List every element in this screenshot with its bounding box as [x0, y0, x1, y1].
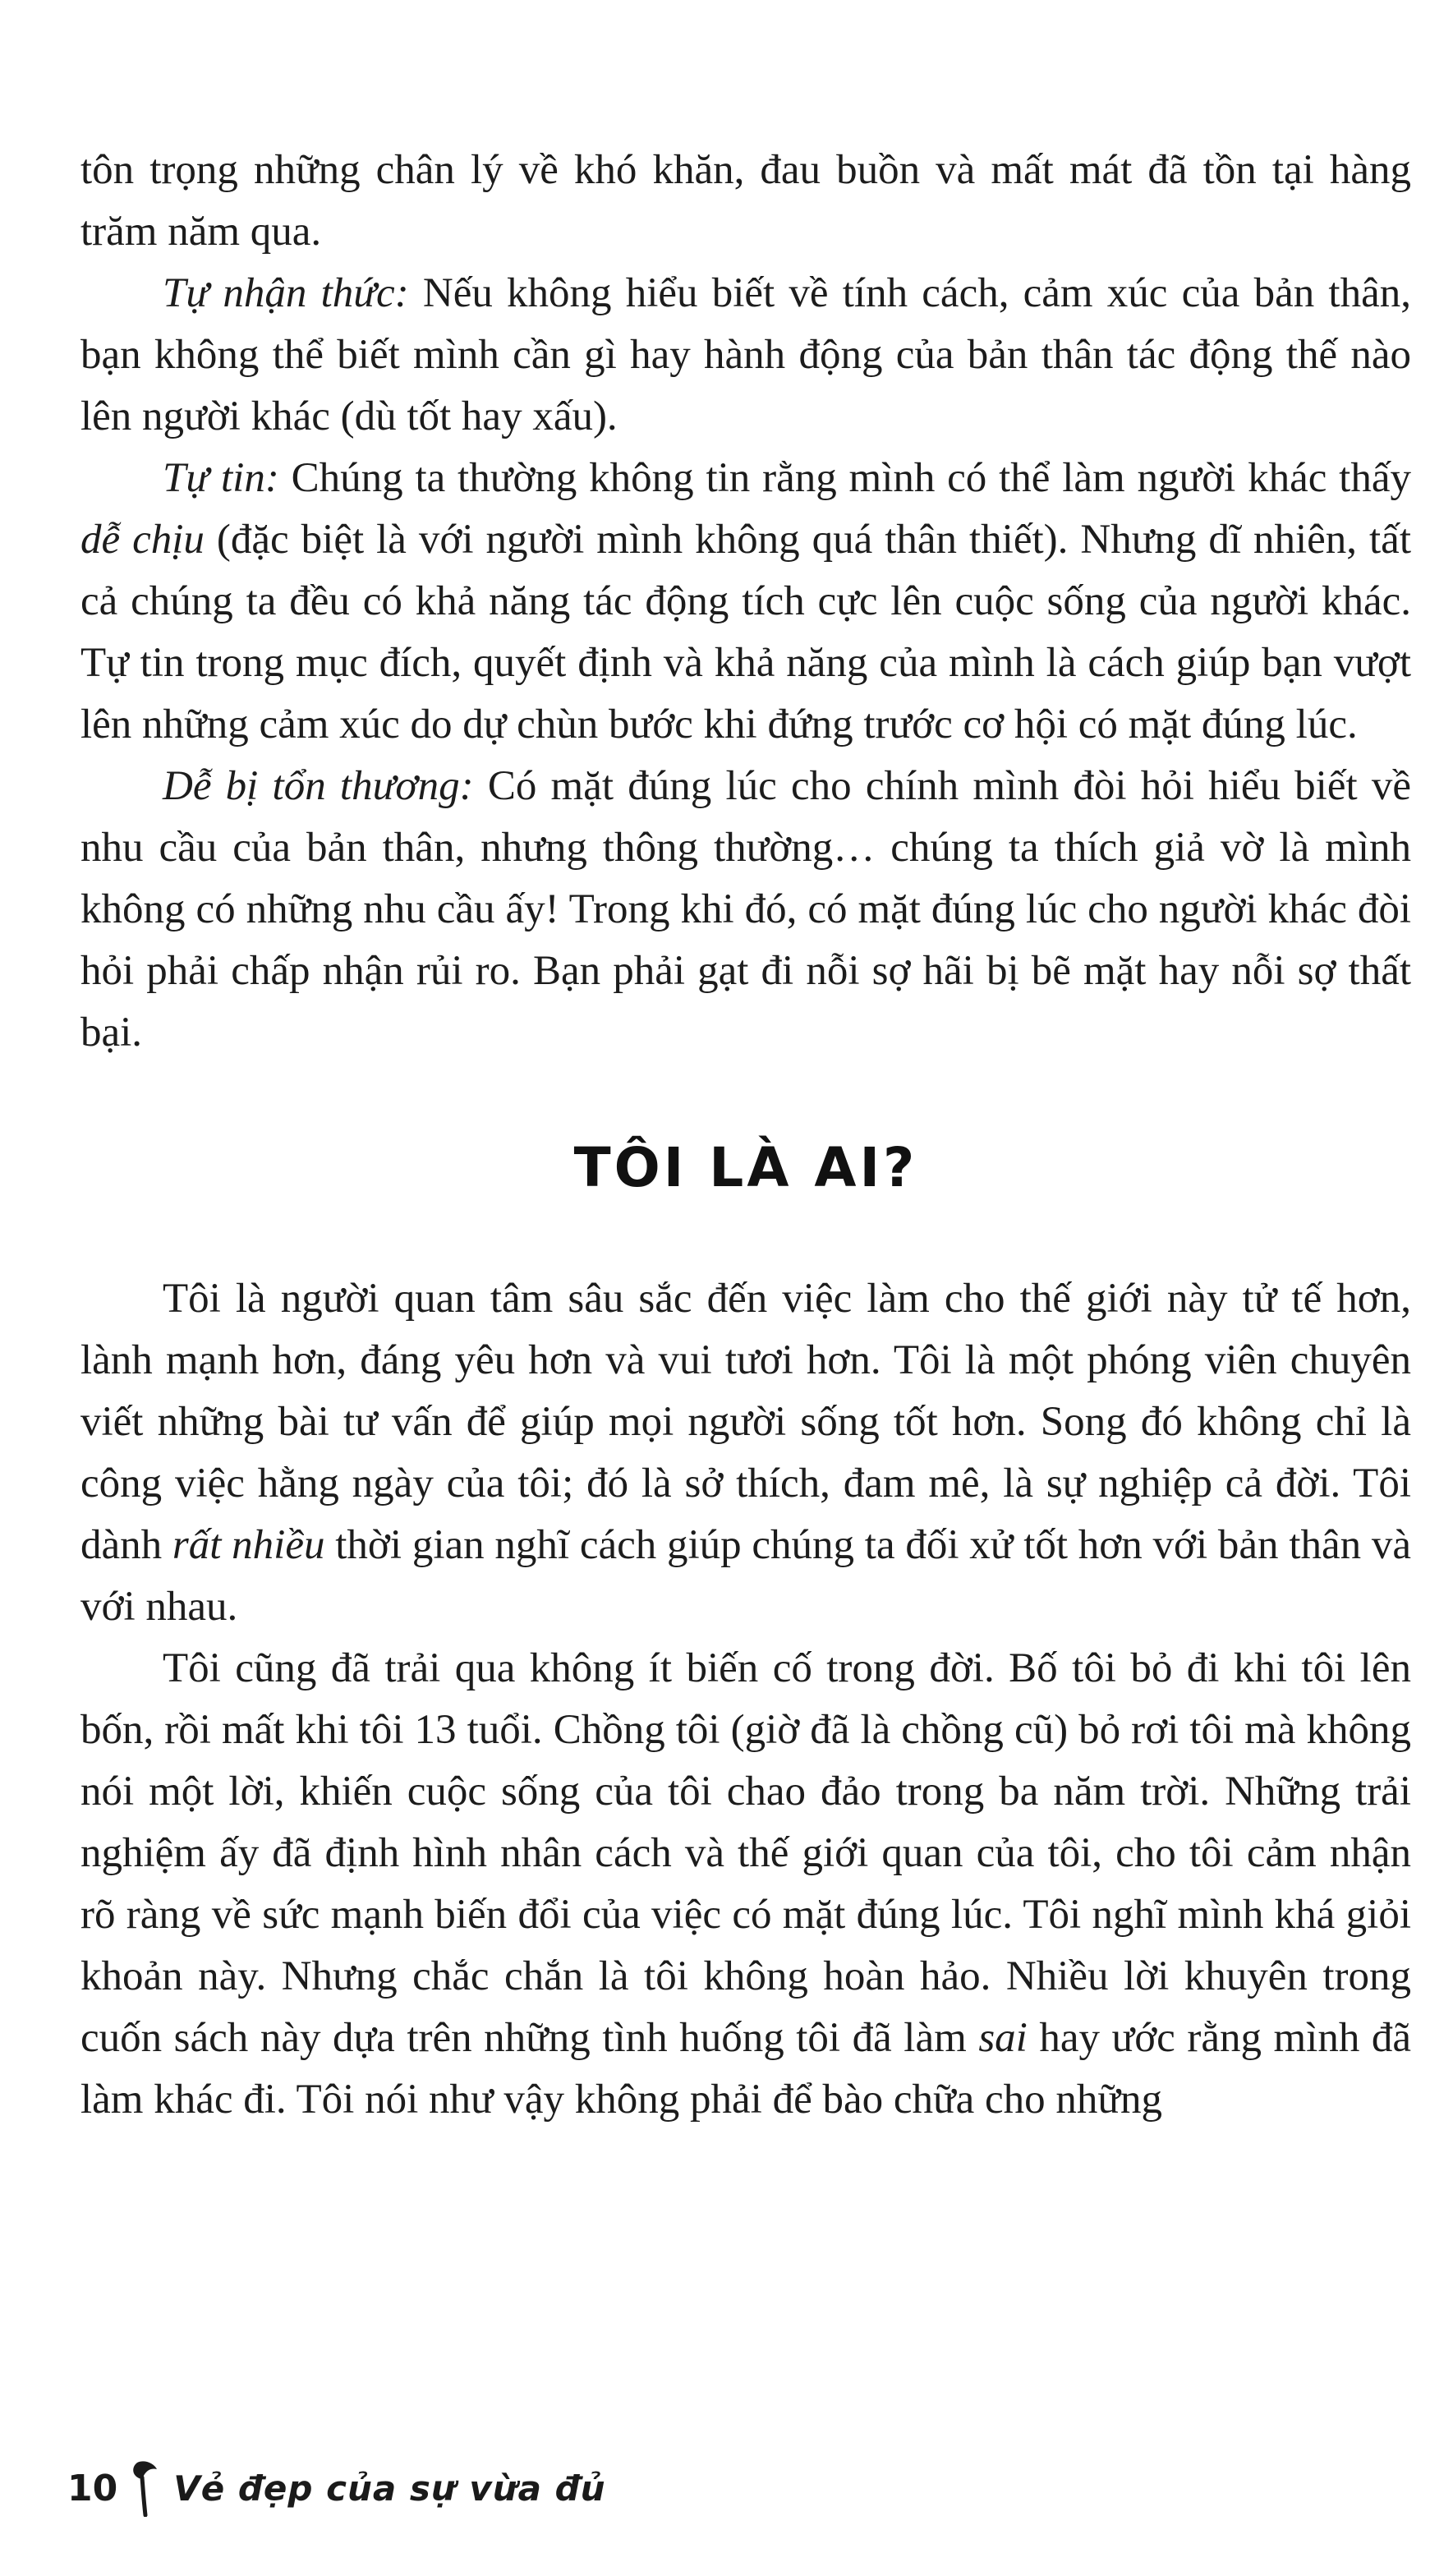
term-vulnerability: Dễ bị tổn thương: — [163, 763, 474, 809]
page-footer — [67, 2459, 606, 2517]
text-who-am-i-1-before: Tôi là người quan tâm sâu sắc đến việc làm cho thế giới này tử tế hơn, lành mạnh hơn, đáng yêu hơn và vui tươi hơn. Tôi là một phóng viên chuyên viết những bài tư vấn để giúp mọi người sống tốt hơn. Song đó không chỉ là công việc hằng ngày của tôi; đó là sở thích, đam mê, là sự nghiệp cả đời. Tôi dành — [80, 1276, 1411, 1568]
paragraph-confidence — [80, 448, 1411, 756]
paragraph-self-awareness — [80, 263, 1411, 448]
emphasis-confidence: dễ chịu — [80, 517, 205, 563]
term-self-awareness: Tự nhận thức: — [163, 270, 409, 316]
text-self-awareness: Nếu không hiểu biết về tính cách, cảm xúc của bản thân, bạn không thể biết mình cần gì hay hành động của bản thân tác động thế nào lên người khác (dù tốt hay xấu). — [80, 270, 1411, 439]
paragraph-who-am-i-1 — [80, 1268, 1411, 1638]
text-who-am-i-1-after: thời gian nghĩ cách giúp chúng ta đối xử tốt hơn với bản thân và với nhau. — [80, 1522, 1412, 1630]
emphasis-who-am-i-2: sai — [978, 2015, 1028, 2061]
emphasis-who-am-i-1: rất nhiều — [172, 1522, 325, 1568]
text-vulnerability: Có mặt đúng lúc cho chính mình đòi hỏi hiểu biết về nhu cầu của bản thân, nhưng thông thường… chúng ta thích giả vờ là mình không có những nhu cầu ấy! Trong khi đó, có mặt đúng lúc cho người khác đòi hỏi phải chấp nhận rủi ro. Bạn phải gạt đi nỗi sợ hãi bị bẽ mặt hay nỗi sợ thất bại. — [80, 763, 1411, 1056]
leaf-icon — [129, 2459, 162, 2517]
paragraph-vulnerability — [80, 756, 1411, 1064]
paragraph-intro-continuation: tôn trọng những chân lý về khó khăn, đau buồn và mất mát đã tồn tại hàng trăm năm qua. — [80, 147, 1411, 255]
paragraph-who-am-i-2 — [80, 1638, 1411, 2131]
page-number: 10 — [67, 2467, 118, 2509]
text-who-am-i-2-after: hay ước rằng mình đã làm khác đi. Tôi nói như vậy không phải để bào chữa cho những — [80, 2015, 1412, 2123]
term-confidence: Tự tin: — [163, 455, 279, 501]
book-title: Vẻ đẹp của sự vừa đủ — [173, 2468, 606, 2509]
text-confidence-after: (đặc biệt là với người mình không quá thân thiết). Nhưng dĩ nhiên, tất cả chúng ta đều có khả năng tác động tích cực lên cuộc sống của người khác. Tự tin trong mục đích, quyết định và khả năng của mình là cách giúp bạn vượt lên những cảm xúc do dự chùn bước khi đứng trước cơ hội có mặt đúng lúc. — [80, 517, 1411, 748]
text-confidence-before: Chúng ta thường không tin rằng mình có thể làm người khác thấy — [278, 455, 1411, 501]
page-body — [80, 140, 1411, 2131]
section-heading: TÔI LÀ AI? — [573, 1136, 918, 1199]
text-who-am-i-2-before: Tôi cũng đã trải qua không ít biến cố trong đời. Bố tôi bỏ đi khi tôi lên bốn, rồi mất khi tôi 13 tuổi. Chồng tôi (giờ đã là chồng cũ) bỏ rơi tôi mà không nói một lời, khiến cuộc sống của tôi chao đảo trong ba năm trời. Những trải nghiệm ấy đã định hình nhân cách và thế giới quan của tôi, cho tôi cảm nhận rõ ràng về sức mạnh biến đổi của việc có mặt đúng lúc. Tôi nghĩ mình khá giỏi khoản này. Nhưng chắc chắn là tôi không hoàn hảo. Nhiều lời khuyên trong cuốn sách này dựa trên những tình huống tôi đã làm — [80, 1645, 1411, 2061]
